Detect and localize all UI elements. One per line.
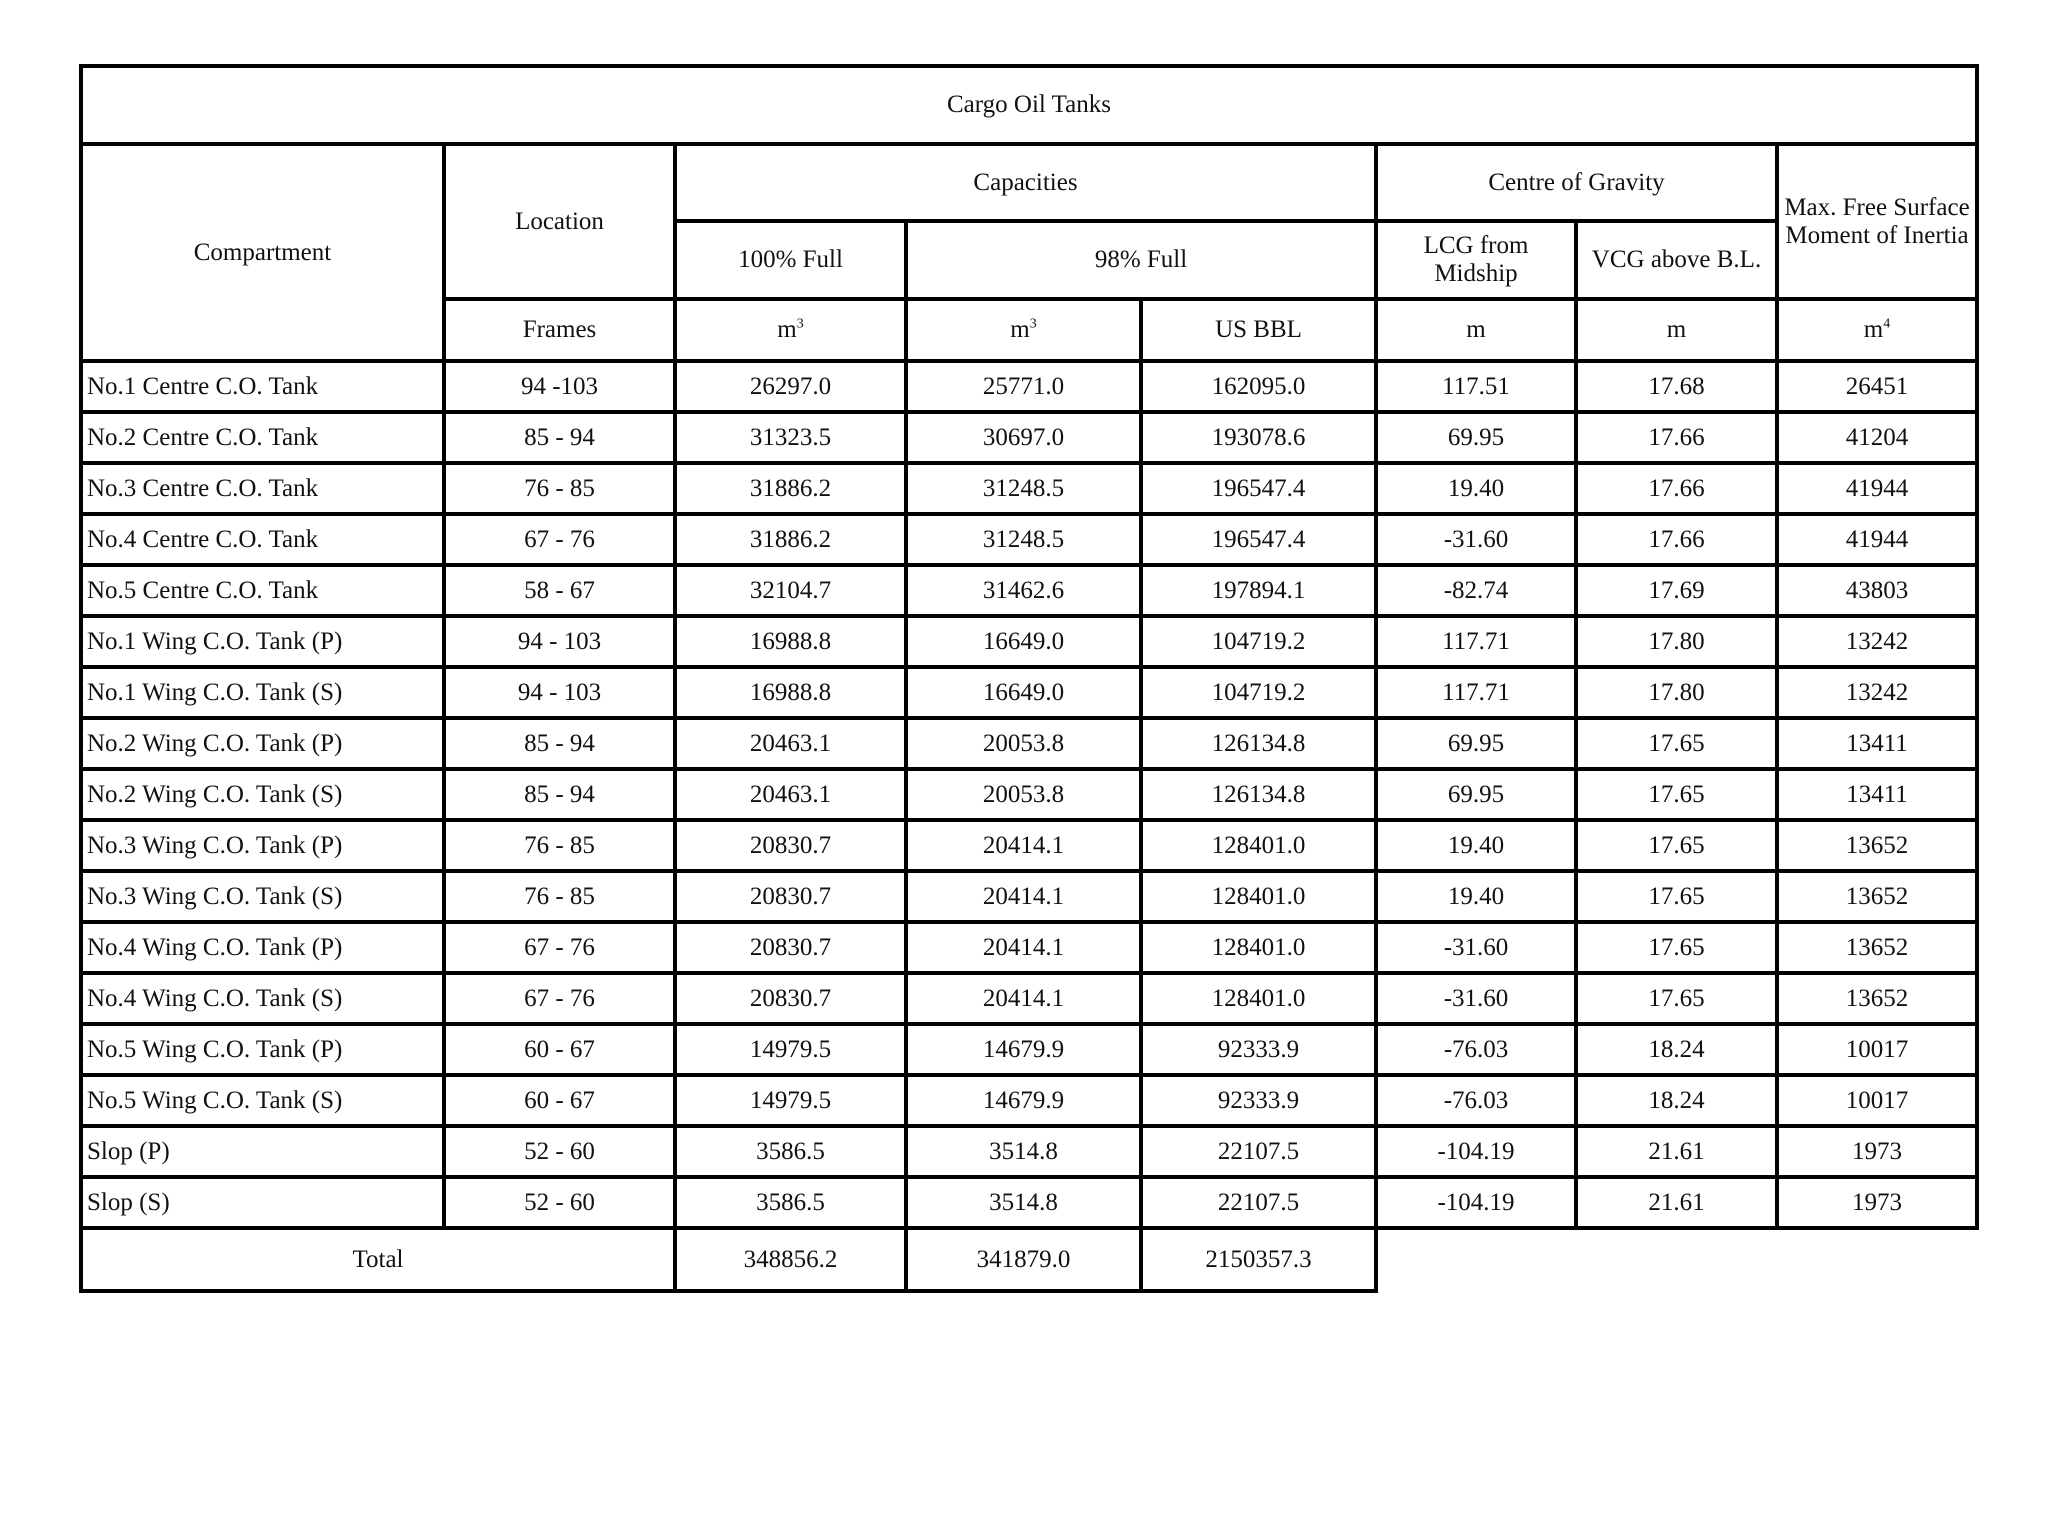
table-row	[81, 1024, 1977, 1075]
cell-location: 94 -103	[444, 361, 675, 412]
cell-location: 76 - 85	[444, 463, 675, 514]
cell-vcg: 21.61	[1576, 1126, 1777, 1177]
table-row	[81, 871, 1977, 922]
header-98-full: 98% Full	[906, 221, 1376, 299]
total-row	[81, 1228, 1977, 1291]
unit-frames: Frames	[444, 299, 675, 361]
cell-vcg: 18.24	[1576, 1075, 1777, 1126]
cell-vcg: 17.65	[1576, 973, 1777, 1024]
cell-location: 52 - 60	[444, 1177, 675, 1228]
cell-lcg: 117.51	[1376, 361, 1576, 412]
cell-98-full-m3: 14679.9	[906, 1075, 1141, 1126]
cell-98-full-bbl: 128401.0	[1141, 922, 1376, 973]
cell-98-full-m3: 16649.0	[906, 616, 1141, 667]
cell-98-full-m3: 3514.8	[906, 1177, 1141, 1228]
header-lcg: LCG from Midship	[1376, 221, 1576, 299]
cell-lcg: -76.03	[1376, 1024, 1576, 1075]
cell-lcg: -31.60	[1376, 973, 1576, 1024]
cell-compartment: No.2 Centre C.O. Tank	[81, 412, 444, 463]
cell-98-full-m3: 14679.9	[906, 1024, 1141, 1075]
cell-compartment: No.1 Centre C.O. Tank	[81, 361, 444, 412]
cell-free-surface-moment: 10017	[1777, 1024, 1977, 1075]
cell-free-surface-moment: 13652	[1777, 973, 1977, 1024]
cell-free-surface-moment: 13411	[1777, 718, 1977, 769]
cell-compartment: No.3 Centre C.O. Tank	[81, 463, 444, 514]
cell-98-full-m3: 20053.8	[906, 769, 1141, 820]
cell-compartment: No.3 Wing C.O. Tank (P)	[81, 820, 444, 871]
cell-98-full-m3: 20053.8	[906, 718, 1141, 769]
cell-location: 58 - 67	[444, 565, 675, 616]
cell-lcg: 19.40	[1376, 871, 1576, 922]
cell-compartment: No.1 Wing C.O. Tank (S)	[81, 667, 444, 718]
cell-vcg: 17.65	[1576, 769, 1777, 820]
cargo-oil-tanks-document	[79, 64, 1979, 1293]
unit-vcg: m	[1576, 299, 1777, 361]
cell-lcg: -31.60	[1376, 922, 1576, 973]
cell-98-full-bbl: 126134.8	[1141, 718, 1376, 769]
cell-98-full-bbl: 128401.0	[1141, 820, 1376, 871]
cell-100-full: 32104.7	[675, 565, 906, 616]
cell-98-full-bbl: 104719.2	[1141, 616, 1376, 667]
total-label: Total	[81, 1228, 675, 1291]
cell-vcg: 17.66	[1576, 514, 1777, 565]
cell-98-full-m3: 3514.8	[906, 1126, 1141, 1177]
table-row	[81, 1075, 1977, 1126]
cell-100-full: 20463.1	[675, 769, 906, 820]
cell-100-full: 31886.2	[675, 463, 906, 514]
cell-compartment: No.5 Wing C.O. Tank (P)	[81, 1024, 444, 1075]
cell-98-full-bbl: 128401.0	[1141, 973, 1376, 1024]
table-row	[81, 361, 1977, 412]
total-blank	[1376, 1228, 1977, 1291]
cell-compartment: No.1 Wing C.O. Tank (P)	[81, 616, 444, 667]
cell-lcg: 117.71	[1376, 667, 1576, 718]
cell-lcg: -82.74	[1376, 565, 1576, 616]
cell-vcg: 17.65	[1576, 871, 1777, 922]
unit-m3-98-sup: 3	[1029, 316, 1037, 332]
cell-free-surface-moment: 41204	[1777, 412, 1977, 463]
cell-98-full-m3: 20414.1	[906, 973, 1141, 1024]
cell-lcg: 19.40	[1376, 463, 1576, 514]
cell-free-surface-moment: 10017	[1777, 1075, 1977, 1126]
cell-98-full-bbl: 104719.2	[1141, 667, 1376, 718]
cell-compartment: No.2 Wing C.O. Tank (P)	[81, 718, 444, 769]
cell-98-full-m3: 20414.1	[906, 871, 1141, 922]
table-row	[81, 1177, 1977, 1228]
cell-compartment: No.2 Wing C.O. Tank (S)	[81, 769, 444, 820]
table-row	[81, 922, 1977, 973]
cell-lcg: -104.19	[1376, 1177, 1576, 1228]
unit-m3-100-base: m	[777, 316, 797, 343]
header-max-free-surface: Max. Free Surface Moment of Inertia	[1777, 144, 1977, 299]
cell-98-full-m3: 31248.5	[906, 514, 1141, 565]
cell-location: 94 - 103	[444, 667, 675, 718]
cell-location: 76 - 85	[444, 871, 675, 922]
cell-vcg: 17.65	[1576, 718, 1777, 769]
cell-98-full-bbl: 197894.1	[1141, 565, 1376, 616]
cell-free-surface-moment: 13411	[1777, 769, 1977, 820]
cell-98-full-m3: 25771.0	[906, 361, 1141, 412]
cell-free-surface-moment: 26451	[1777, 361, 1977, 412]
cell-free-surface-moment: 13242	[1777, 616, 1977, 667]
cell-100-full: 14979.5	[675, 1024, 906, 1075]
cell-98-full-m3: 30697.0	[906, 412, 1141, 463]
cell-vcg: 17.68	[1576, 361, 1777, 412]
cell-100-full: 20830.7	[675, 922, 906, 973]
cell-location: 76 - 85	[444, 820, 675, 871]
cell-98-full-m3: 31462.6	[906, 565, 1141, 616]
cell-100-full: 20830.7	[675, 820, 906, 871]
cell-lcg: -31.60	[1376, 514, 1576, 565]
cell-free-surface-moment: 41944	[1777, 463, 1977, 514]
cell-location: 60 - 67	[444, 1075, 675, 1126]
unit-m3-100-sup: 3	[796, 316, 804, 332]
table-row	[81, 769, 1977, 820]
cell-100-full: 20463.1	[675, 718, 906, 769]
table-row	[81, 616, 1977, 667]
cell-98-full-bbl: 22107.5	[1141, 1177, 1376, 1228]
cell-lcg: 117.71	[1376, 616, 1576, 667]
cell-location: 67 - 76	[444, 973, 675, 1024]
cell-free-surface-moment: 13652	[1777, 871, 1977, 922]
unit-us-bbl: US BBL	[1141, 299, 1376, 361]
cell-lcg: -104.19	[1376, 1126, 1576, 1177]
cell-vcg: 21.61	[1576, 1177, 1777, 1228]
cell-vcg: 17.65	[1576, 820, 1777, 871]
table-row	[81, 463, 1977, 514]
header-location: Location	[444, 144, 675, 299]
cell-98-full-bbl: 128401.0	[1141, 871, 1376, 922]
table-row	[81, 820, 1977, 871]
total-100-full: 348856.2	[675, 1228, 906, 1291]
unit-m4	[1777, 299, 1977, 361]
cell-free-surface-moment: 13652	[1777, 820, 1977, 871]
cell-98-full-bbl: 196547.4	[1141, 463, 1376, 514]
cell-compartment: Slop (P)	[81, 1126, 444, 1177]
cell-compartment: No.4 Wing C.O. Tank (P)	[81, 922, 444, 973]
table-row	[81, 514, 1977, 565]
cell-98-full-bbl: 162095.0	[1141, 361, 1376, 412]
cell-free-surface-moment: 1973	[1777, 1177, 1977, 1228]
cell-location: 94 - 103	[444, 616, 675, 667]
table-row	[81, 973, 1977, 1024]
header-centre-of-gravity: Centre of Gravity	[1376, 144, 1777, 221]
cell-location: 67 - 76	[444, 922, 675, 973]
cell-free-surface-moment: 13242	[1777, 667, 1977, 718]
header-vcg: VCG above B.L.	[1576, 221, 1777, 299]
cell-98-full-m3: 20414.1	[906, 922, 1141, 973]
cell-98-full-bbl: 196547.4	[1141, 514, 1376, 565]
cell-vcg: 17.80	[1576, 667, 1777, 718]
cell-location: 60 - 67	[444, 1024, 675, 1075]
title-row	[81, 66, 1977, 144]
cell-100-full: 26297.0	[675, 361, 906, 412]
cell-100-full: 3586.5	[675, 1126, 906, 1177]
cell-vcg: 17.66	[1576, 463, 1777, 514]
cell-100-full: 3586.5	[675, 1177, 906, 1228]
cell-location: 85 - 94	[444, 718, 675, 769]
cell-lcg: 69.95	[1376, 718, 1576, 769]
cell-location: 85 - 94	[444, 769, 675, 820]
cell-98-full-bbl: 22107.5	[1141, 1126, 1376, 1177]
cell-98-full-bbl: 193078.6	[1141, 412, 1376, 463]
cell-lcg: 69.95	[1376, 412, 1576, 463]
cell-100-full: 20830.7	[675, 973, 906, 1024]
cell-100-full: 31323.5	[675, 412, 906, 463]
unit-lcg: m	[1376, 299, 1576, 361]
cell-98-full-m3: 31248.5	[906, 463, 1141, 514]
table-row	[81, 565, 1977, 616]
cell-vcg: 17.65	[1576, 922, 1777, 973]
header-capacities: Capacities	[675, 144, 1376, 221]
table-title: Cargo Oil Tanks	[81, 66, 1977, 144]
cell-free-surface-moment: 41944	[1777, 514, 1977, 565]
cell-compartment: No.4 Centre C.O. Tank	[81, 514, 444, 565]
cell-vcg: 17.80	[1576, 616, 1777, 667]
cell-98-full-m3: 16649.0	[906, 667, 1141, 718]
cell-free-surface-moment: 13652	[1777, 922, 1977, 973]
total-98-full-m3: 341879.0	[906, 1228, 1141, 1291]
cell-lcg: -76.03	[1376, 1075, 1576, 1126]
unit-m3-98	[906, 299, 1141, 361]
cell-100-full: 16988.8	[675, 616, 906, 667]
header-compartment: Compartment	[81, 144, 444, 361]
table-row	[81, 412, 1977, 463]
cell-100-full: 31886.2	[675, 514, 906, 565]
table-row	[81, 1126, 1977, 1177]
cell-location: 85 - 94	[444, 412, 675, 463]
cell-location: 67 - 76	[444, 514, 675, 565]
unit-m4-base: m	[1863, 316, 1884, 343]
cell-vcg: 18.24	[1576, 1024, 1777, 1075]
cell-compartment: No.5 Wing C.O. Tank (S)	[81, 1075, 444, 1126]
cell-98-full-bbl: 92333.9	[1141, 1075, 1376, 1126]
cell-free-surface-moment: 43803	[1777, 565, 1977, 616]
unit-m4-sup: 4	[1883, 316, 1891, 332]
header-100-full: 100% Full	[675, 221, 906, 299]
cell-lcg: 69.95	[1376, 769, 1576, 820]
table-row	[81, 718, 1977, 769]
cell-free-surface-moment: 1973	[1777, 1126, 1977, 1177]
cell-98-full-m3: 20414.1	[906, 820, 1141, 871]
cell-100-full: 16988.8	[675, 667, 906, 718]
cell-100-full: 14979.5	[675, 1075, 906, 1126]
header-group-row	[81, 144, 1977, 221]
cell-compartment: Slop (S)	[81, 1177, 444, 1228]
cell-compartment: No.4 Wing C.O. Tank (S)	[81, 973, 444, 1024]
cell-lcg: 19.40	[1376, 820, 1576, 871]
cell-compartment: No.5 Centre C.O. Tank	[81, 565, 444, 616]
cell-98-full-bbl: 92333.9	[1141, 1024, 1376, 1075]
cell-100-full: 20830.7	[675, 871, 906, 922]
cell-compartment: No.3 Wing C.O. Tank (S)	[81, 871, 444, 922]
unit-m3-100	[675, 299, 906, 361]
cell-98-full-bbl: 126134.8	[1141, 769, 1376, 820]
unit-m3-98-base: m	[1010, 316, 1030, 343]
cell-location: 52 - 60	[444, 1126, 675, 1177]
cell-vcg: 17.69	[1576, 565, 1777, 616]
cargo-oil-tanks-table	[79, 64, 1979, 1293]
cell-vcg: 17.66	[1576, 412, 1777, 463]
table-row	[81, 667, 1977, 718]
total-98-full-bbl: 2150357.3	[1141, 1228, 1376, 1291]
